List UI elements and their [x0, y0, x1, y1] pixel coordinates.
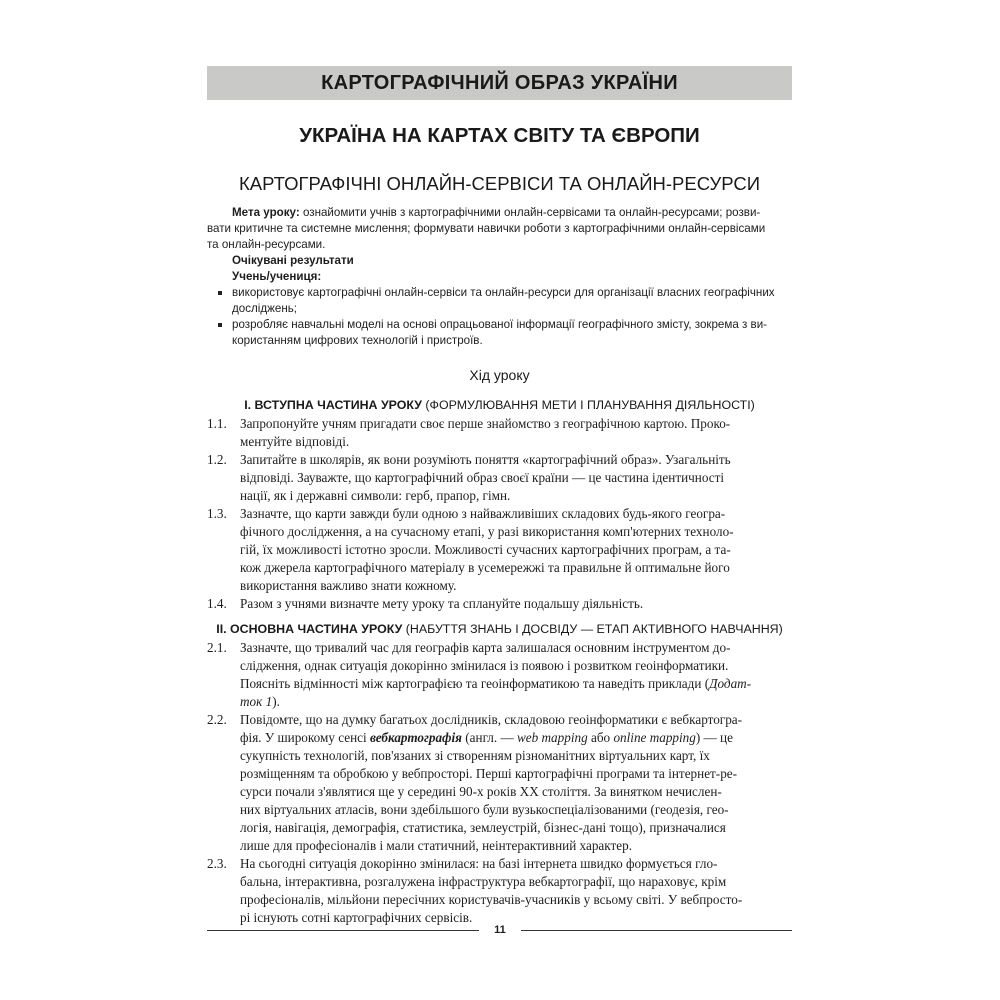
- text-line: використання важливо знати кожному.: [240, 578, 457, 593]
- text-line: кож джерела картографічного матеріалу в усемережжі та правильне й оптимальне його: [240, 560, 730, 575]
- text-line: [240, 693, 792, 711]
- bullet-marker: [218, 323, 222, 327]
- text-line: Зазначте, що карти завжди були одною з найважливіших складових будь-якого геогра-: [240, 506, 726, 521]
- text-line: них віртуальних атласів, вони здебільшого були вузькоспеціалізованими (геодезія, гео-: [240, 802, 729, 817]
- goal-line-2: вати критичне та системне мислення; формувати навички роботи з картографічними онлайн-сервісами: [207, 222, 766, 235]
- page-number: 11: [494, 924, 506, 936]
- text-line: Запропонуйте учням пригадати своє перше знайомство з географічною картою. Проко-: [240, 416, 731, 431]
- lesson-subtitle: КАРТОГРАФІЧНІ ОНЛАЙН-СЕРВІСИ ТА ОНЛАЙН-РЕСУРСИ: [238, 173, 761, 194]
- text-line: сукупність технологій, пов'язаних зі створенням різноманітних віртуальних карт, їх: [240, 748, 710, 763]
- text-line: відповіді. Зауважте, що картографічний образ своєї країни — це частина ідентичності: [240, 470, 725, 485]
- text-line: розміщенням та обробкою у вебпросторі. Перші картографічні програми та інтернет-ре-: [240, 766, 738, 781]
- text-line: нації, як і державні символи: герб, прапор, гімн.: [240, 488, 511, 503]
- item-number: 2.1.: [207, 640, 227, 655]
- outcome-1-line-1: використовує картографічні онлайн-сервіси та онлайн-ресурси для організації власних географічних: [232, 286, 775, 299]
- text-span: ).: [272, 694, 280, 709]
- text-line: На сьогодні ситуація докорінно змінилася: на базі інтернета швидко формується гло-: [240, 856, 718, 871]
- text-span: фія. У широкому сенсі: [240, 730, 370, 745]
- chapter-banner: [207, 66, 792, 100]
- text-span: або: [587, 730, 614, 745]
- lesson-title: УКРАЇНА НА КАРТАХ СВІТУ ТА ЄВРОПИ: [299, 124, 700, 147]
- text-line: сурси почали з'являтися ще у середині 90-х років XX століття. За винятком нечислен-: [240, 784, 722, 799]
- goal-line-1: [232, 205, 760, 221]
- outcome-1-line-2: досліджень;: [232, 302, 297, 315]
- goal-text-1: ознайомити учнів з картографічними онлайн-сервісами та онлайн-ресурсами; розви-: [302, 206, 761, 219]
- term-webcartography: вебкартографія: [369, 730, 462, 745]
- term-english: web mapping: [516, 730, 588, 745]
- goal-line-3: та онлайн-ресурсами.: [207, 238, 326, 251]
- text-line: професіоналів, мільйони пересічних користувачів-учасників у всьому світі. У вебпросто-: [240, 892, 743, 907]
- text-line: гій, їх можливості істотно зросли. Можливості сучасних картографічних програм, а та-: [240, 542, 731, 557]
- text-span: (англ. —: [461, 730, 517, 745]
- text-line: Разом з учнями визначте мету уроку та сплануйте подальшу діяльність.: [240, 596, 644, 611]
- appendix-ref: Додат-: [709, 676, 752, 691]
- text-line: логія, навігація, демографія, статистика, землеустрій, бізнес-дані тощо), призначалися: [240, 820, 726, 835]
- goal-label: Мета уроку:: [232, 206, 300, 219]
- text-line: [240, 675, 792, 693]
- outcomes-heading: Очікувані результати: [232, 254, 354, 267]
- item-number: 2.3.: [207, 856, 227, 871]
- item-number: 2.2.: [207, 712, 227, 727]
- item-number: 1.4.: [207, 596, 227, 611]
- outcome-2-line-1: розробляє навчальні моделі на основі опрацьованої інформації географічного змісту, зокрема з ви-: [232, 318, 768, 331]
- section-1-heading: [207, 398, 792, 412]
- section-1-heading-bold: I. ВСТУПНА ЧАСТИНА УРОКУ: [244, 398, 422, 412]
- section-2-heading: [207, 622, 792, 636]
- text-line: фічного дослідження, а на сучасному етапі, у разі використання комп'ютерних техноло-: [240, 524, 734, 539]
- text-span: ) — це: [695, 730, 733, 745]
- item-number: 1.3.: [207, 506, 227, 521]
- learner-label: Учень/учениця:: [232, 270, 322, 283]
- text-line: бальна, інтерактивна, розгалужена інфраструктура вебкартографії, що нараховує, крім: [240, 874, 727, 889]
- footer-rule-right: [521, 930, 792, 931]
- text-line: ментуйте відповіді.: [240, 434, 350, 449]
- section-2-heading-bold: II. ОСНОВНА ЧАСТИНА УРОКУ: [216, 622, 403, 636]
- item-number: 1.1.: [207, 416, 227, 431]
- footer-rule-left: [207, 930, 479, 931]
- text-line: Зазначте, що тривалий час для географів карта залишалася основним інструментом до-: [240, 640, 731, 655]
- text-line: [240, 729, 792, 747]
- text-line: Повідомте, що на думку багатьох дослідників, складовою геоінформатики є вебкартогра-: [240, 712, 743, 727]
- outcome-2-line-2: користанням цифрових технологій і пристроїв.: [232, 334, 483, 347]
- lesson-progress-heading: Хід уроку: [469, 367, 530, 383]
- section-2-heading-rest: (НАБУТТЯ ЗНАНЬ І ДОСВІДУ — ЕТАП АКТИВНОГО НАВЧАННЯ): [402, 622, 783, 636]
- text-span: Поясніть відмінності між картографією та геоінформатикою та наведіть приклади (: [240, 676, 710, 691]
- bullet-marker: [218, 291, 222, 295]
- item-number: 1.2.: [207, 452, 227, 467]
- text-line: Запитайте в школярів, як вони розуміють поняття «картографічний образ». Узагальніть: [240, 452, 731, 467]
- text-line: слідження, однак ситуація докорінно змінилася із появою і розвитком геоінформатики.: [240, 658, 729, 673]
- text-line: рі існують сотні картографічних сервісів.: [240, 910, 473, 925]
- term-english: online mapping: [613, 730, 696, 745]
- appendix-ref: ток 1: [240, 694, 273, 709]
- text-line: лише для професіоналів і мали статичний, неінтерактивний характер.: [240, 838, 633, 853]
- section-1-heading-rest: (ФОРМУЛЮВАННЯ МЕТИ І ПЛАНУВАННЯ ДІЯЛЬНОСТІ): [421, 398, 755, 412]
- chapter-title: КАРТОГРАФІЧНИЙ ОБРАЗ УКРАЇНИ: [321, 71, 678, 94]
